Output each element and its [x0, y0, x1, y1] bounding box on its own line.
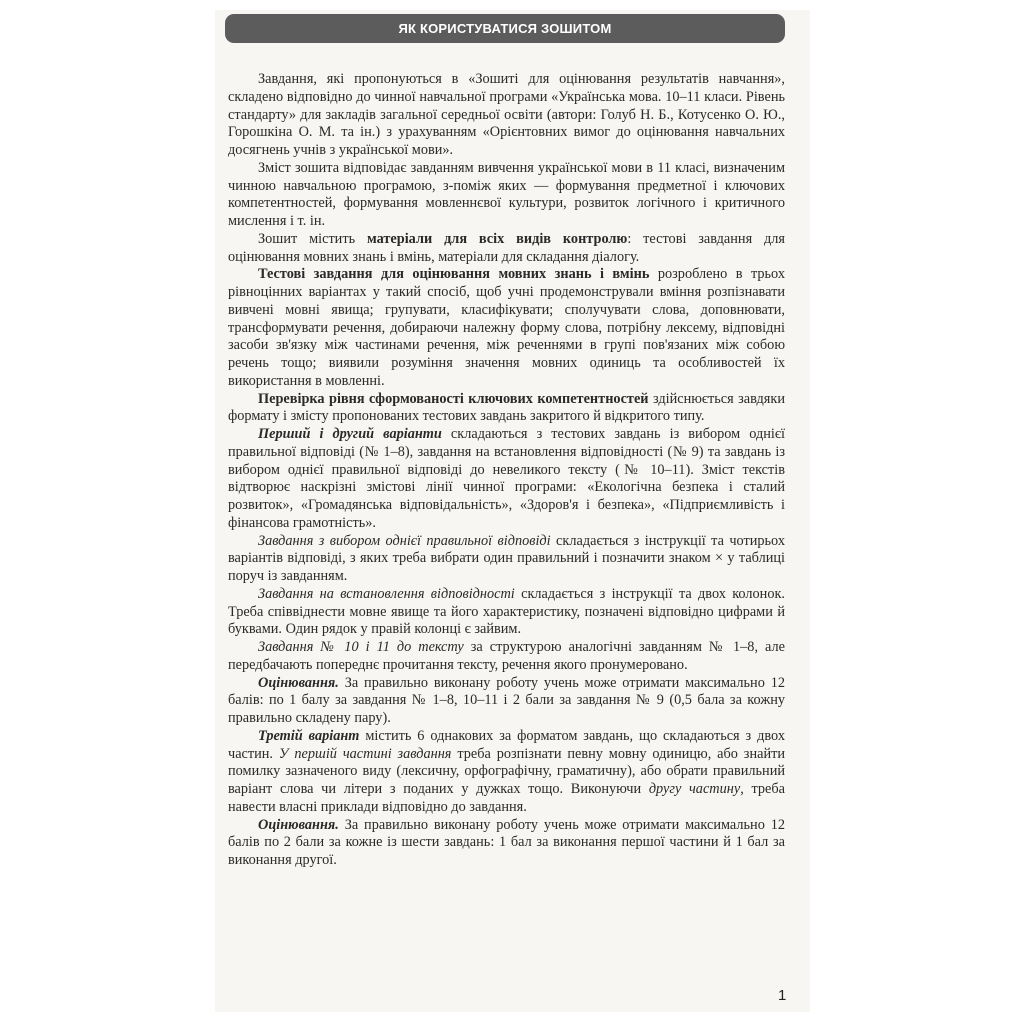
text-run: , треба навести власні приклади відповідно до завдання. — [228, 781, 785, 815]
text-run: складаються з тестових завдань із вибором однієї правильної відповіді (№ 1–8), завдання на встановлення відповідності (№ 9) та завдань із вибором однієї правильної відповіді до невеликого тексту (№ 10–11). Зміст текстів відтворює наскрізні змістові лінії чинної програми: «Екологічна безпека і сталий розвиток», «Громадянська відповідальність», «Здоров'я і безпека», «Підприємливість і фінансова грамотність». — [228, 426, 785, 531]
bold-italic-phrase: Оцінювання. — [258, 674, 339, 691]
bold-phrase: Тестові завдання для оцінювання мовних знань і вмінь — [258, 266, 650, 283]
paragraph — [228, 639, 785, 675]
text-run: Зошит містить — [258, 230, 367, 247]
text-run: За правильно виконану роботу учень може отримати максимально 12 балів по 2 бали за кожне із шести завдань: 1 бал за виконання першої частини й 1 бал за виконання другої. — [228, 816, 785, 868]
bold-phrase: Перевірка рівня сформованості ключових компетентностей — [258, 390, 649, 407]
section-title: ЯК КОРИСТУВАТИСЯ ЗОШИТОМ — [398, 21, 612, 36]
text-run: треба розпізнати певну мовну одиницю, або знайти помилку зазначеного виду (лексичну, орфографічну, граматичну), або обрати правильний варіант слова чи літери з поданих у дужках тощо. Виконуючи — [228, 745, 785, 797]
paragraph — [228, 71, 785, 160]
paragraph — [228, 817, 785, 870]
text-run: Завдання, які пропонуються в «Зошиті для оцінювання результатів навчання», складено відповідно до чинної навчальної програми «Українська мова. 10–11 класи. Рівень стандарту» для закладів загальної середньої освіти (автори: Голуб Н. Б., Котусенко О. Ю., Горошкіна О. М. та ін.) з урахуванням «Орієнтовних вимог до оцінювання навчальних досягнень учнів з української мови». — [228, 71, 785, 158]
text-run: складається з інструкції та двох колонок. Треба співвіднести мовне явище та його характеристику, позначені відповідно цифрами й буквами. Один рядок у правій колонці є зайвим. — [228, 585, 785, 638]
italic-phrase: У першій частині завдання — [278, 745, 452, 762]
text-run: складається з інструкції та чотирьох варіантів відповіді, з яких треба вибрати один правильний і позначити знаком × у таблиці поруч із завданням. — [228, 532, 785, 584]
bold-italic-phrase: Третій варіант — [258, 727, 360, 744]
body-text — [228, 71, 785, 870]
italic-phrase: Завдання з вибором однієї правильної відповіді — [258, 532, 551, 549]
paragraph — [228, 426, 785, 533]
document-page — [215, 10, 810, 1012]
bold-italic-phrase: Перший і другий варіанти — [258, 426, 442, 442]
text-run: містить 6 однакових за форматом завдань, що складаються з двох частин. — [228, 727, 785, 762]
bold-phrase: матеріали для всіх видів контролю — [366, 230, 628, 247]
text-run: : тестові завдання для оцінювання мовних знань і вмінь, матеріали для складання діалогу. — [228, 230, 785, 265]
page-number: 1 — [778, 987, 787, 1004]
text-run: За правильно виконану роботу учень може отримати максимально 12 балів: по 1 балу за завдання № 1–8, 10–11 і 2 бали за завдання № 9 (0,5 бала за кожну правильно складену пару). — [228, 674, 785, 726]
paragraph — [228, 533, 785, 586]
paragraph — [228, 160, 785, 231]
italic-phrase: другу частину — [648, 781, 741, 797]
paragraph — [228, 675, 785, 728]
text-run: розроблено в трьох рівноцінних варіантах у такий спосіб, щоб учні продемонстрували вміння розпізнавати вивчені мовні явища; групувати, класифікувати; сполучувати слова, доповнювати, трансформувати речення, добираючи належну форму слова, потрібну лексему, відповідні засоби зв'язку між частинами речення, між реченнями в групі пов'язаних між собою речень тощо; виявили розуміння значення мовних одиниць та особливостей їх використання в мовленні. — [228, 266, 785, 389]
text-run: за структурою аналогічні завданням № 1–8, але передбачають попереднє прочитання тексту, речення якого пронумеровано. — [228, 639, 785, 673]
italic-phrase: Завдання на встановлення відповідності — [258, 585, 515, 602]
bold-italic-phrase: Оцінювання. — [258, 816, 339, 833]
paragraph — [228, 391, 785, 427]
paragraph — [228, 266, 785, 390]
section-header — [225, 14, 785, 43]
paragraph — [228, 728, 785, 817]
text-run: здійснюється завдяки формату і змісту пропонованих тестових завдань закритого й відкритого типу. — [228, 390, 785, 425]
text-run: Зміст зошита відповідає завданням вивчення української мови в 11 класі, визначеним чинною навчальною програмою, з-поміж яких — формування предметної і ключових компетентностей, формування мовленнєвої культури, розвиток логічного і критичного мислення і т. ін. — [228, 159, 785, 229]
italic-phrase: Завдання № 10 і 11 до тексту — [258, 639, 464, 655]
paragraph — [228, 586, 785, 639]
paragraph — [228, 231, 785, 267]
